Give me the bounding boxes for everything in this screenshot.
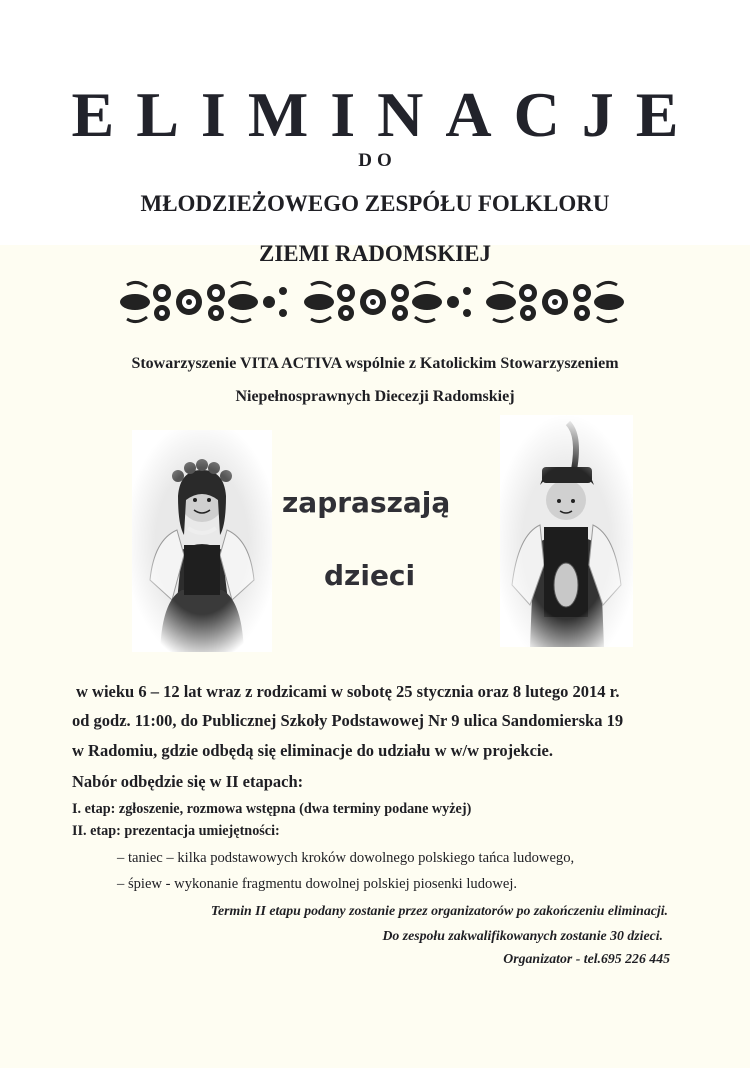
boy-folk-costume-photo [500,415,633,647]
organizer-contact: Organizator - tel.695 226 445 [503,951,670,966]
invite-target: dzieci [324,559,416,592]
flower-motif-icon [120,282,258,321]
detail-city: w Radomiu, gdzie odbędą się eliminacje do udziału w w/w projekcie. [72,741,553,760]
stage-2: II. etap: prezentacja umiejętności: [72,823,280,839]
detail-age-dates: w wieku 6 – 12 lat wraz z rodzicami w sobotę 25 stycznia oraz 8 lutego 2014 r. [76,682,620,701]
poster-title: ELIMINACJE [71,79,701,150]
subtitle-ensemble: MŁODZIEŻOWEGO ZESPÓŁU FOLKLORU [140,191,610,216]
title-connector: DO [358,150,397,171]
invite-word: zapraszają [282,486,451,519]
detail-stages-heading: Nabór odbędzie się w II etapach: [72,772,304,791]
note-qualified-count: Do zespołu zakwalifikowanych zostanie 30 dzieci. [382,928,663,943]
stage-1: I. etap: zgłoszenie, rozmowa wstępna (dwa terminy podane wyżej) [72,801,472,817]
organizer-line-1: Stowarzyszenie VITA ACTIVA wspólnie z Katolickim Stowarzyszeniem [131,355,619,372]
subtitle-region: ZIEMI RADOMSKIEJ [259,241,491,266]
girl-folk-costume-photo [132,430,272,652]
note-stage-2-date: Termin II etapu podany zostanie przez organizatorów po zakończeniu eliminacji. [210,903,668,918]
detail-time-place: od godz. 11:00, do Publicznej Szkoły Podstawowej Nr 9 ulica Sandomierska 19 [72,711,624,730]
organizer-line-2: Niepełnosprawnych Diecezji Radomskiej [235,388,515,405]
stage-2-singing: – śpiew - wykonanie fragmentu dowolnej polskiej piosenki ludowej. [117,876,518,892]
stage-2-dance: – taniec – kilka podstawowych kroków dowolnego polskiego tańca ludowego, [117,850,575,866]
folk-ornament-border [117,277,629,327]
